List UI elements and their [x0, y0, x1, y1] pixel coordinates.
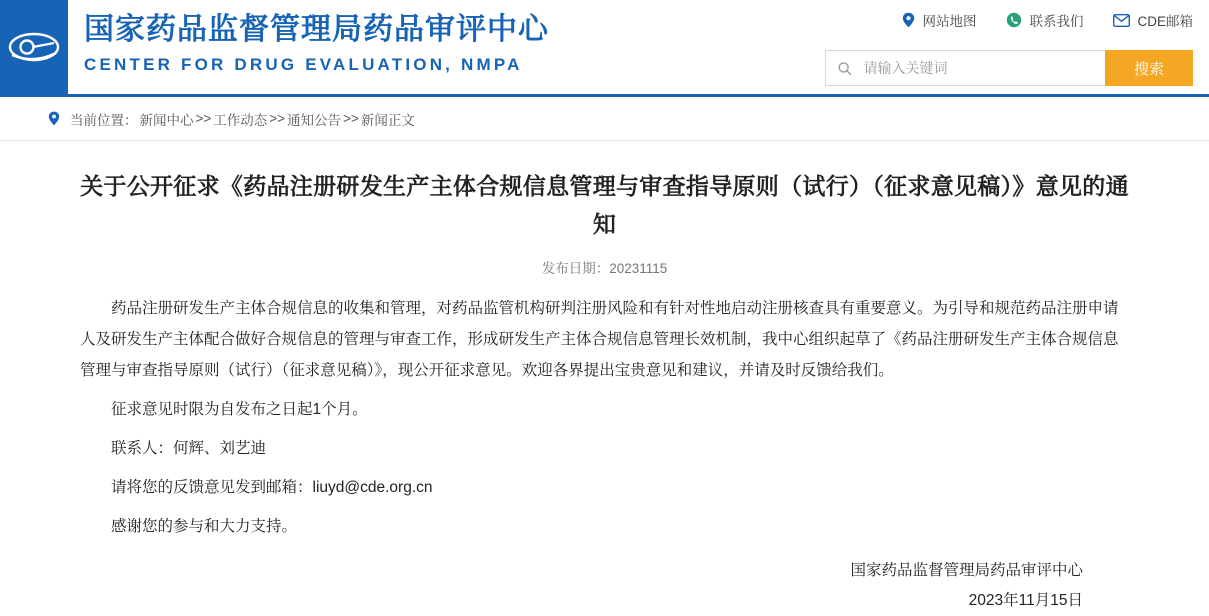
publish-date [80, 257, 1129, 277]
breadcrumb-item-1[interactable]: 工作动态 [213, 112, 268, 128]
breadcrumb-separator: >> [195, 111, 212, 126]
top-link-sitemap[interactable] [902, 10, 976, 30]
site-logo[interactable] [0, 0, 68, 94]
article-paragraph: 感谢您的参与和大力支持。 [111, 518, 298, 535]
breadcrumb-prefix: 当前位置： [70, 112, 138, 128]
breadcrumb-bar [0, 97, 1209, 141]
article [0, 141, 1209, 616]
brand-name-cn: 国家药品监督管理局药品审评中心 [84, 13, 549, 46]
page-title: 关于公开征求《药品注册研发生产主体合规信息管理与审查指导原则（试行）（征求意见稿）》意见的通知 [80, 173, 1129, 237]
publish-date-value: 20231115 [609, 261, 668, 276]
location-pin-icon [48, 111, 60, 126]
top-link-label: 网站地图 [922, 14, 977, 29]
top-link-contact[interactable] [1006, 10, 1083, 30]
article-paragraph: 征求意见时限为自发布之日起1个月。 [111, 401, 368, 418]
publish-date-label: 发布日期： [541, 261, 610, 276]
cde-eye-logo-icon [8, 30, 60, 64]
search-input-wrap[interactable] [825, 50, 1105, 86]
site-header [0, 0, 1209, 97]
breadcrumb-item-2[interactable]: 通知公告 [287, 112, 342, 128]
phone-icon [1006, 12, 1022, 28]
brand-block [84, 8, 549, 78]
signature-org: 国家药品监督管理局药品审评中心 [850, 562, 1083, 579]
article-paragraph: 药品注册研发生产主体合规信息的收集和管理，对药品监管机构研判注册风险和有针对性地启动注册核查具有重要意义。为引导和规范药品注册申请人及研发生产主体配合做好合规信息的管理与审查工作，形成研发生产主体合规信息管理长效机制，我中心组织起草了《药品注册研发生产主体合规信息管理与审查指导原则（试行）（征求意见稿）》，现公开征求意见。欢迎各界提出宝贵意见和建议，并请及时反馈给我们。 [80, 300, 1119, 379]
brand-name-en: CENTER FOR DRUG EVALUATION, NMPA [84, 55, 523, 74]
signature-date: 2023年11月15日 [968, 592, 1083, 609]
mail-icon [1113, 14, 1130, 27]
breadcrumb-item-0[interactable]: 新闻中心 [139, 112, 194, 128]
article-paragraph: 请将您的反馈意见发到邮箱：liuyd@cde.org.cn [111, 479, 433, 496]
search-input[interactable] [861, 59, 1105, 77]
top-link-mail[interactable] [1113, 10, 1193, 30]
breadcrumb-separator: >> [269, 111, 286, 126]
article-body [80, 293, 1129, 542]
search-button[interactable]: 搜索 [1105, 50, 1193, 86]
location-pin-icon [902, 12, 915, 28]
article-paragraph: 联系人：何辉、刘艺迪 [111, 440, 267, 457]
top-links [902, 10, 1193, 30]
breadcrumb-item-3[interactable]: 新闻正文 [360, 112, 415, 128]
search-icon [838, 61, 851, 76]
top-link-label: CDE邮箱 [1137, 14, 1193, 29]
breadcrumb [48, 109, 415, 129]
article-signature [80, 556, 1129, 616]
top-link-label: 联系我们 [1029, 14, 1084, 29]
breadcrumb-separator: >> [343, 111, 359, 126]
search-bar [825, 50, 1193, 86]
